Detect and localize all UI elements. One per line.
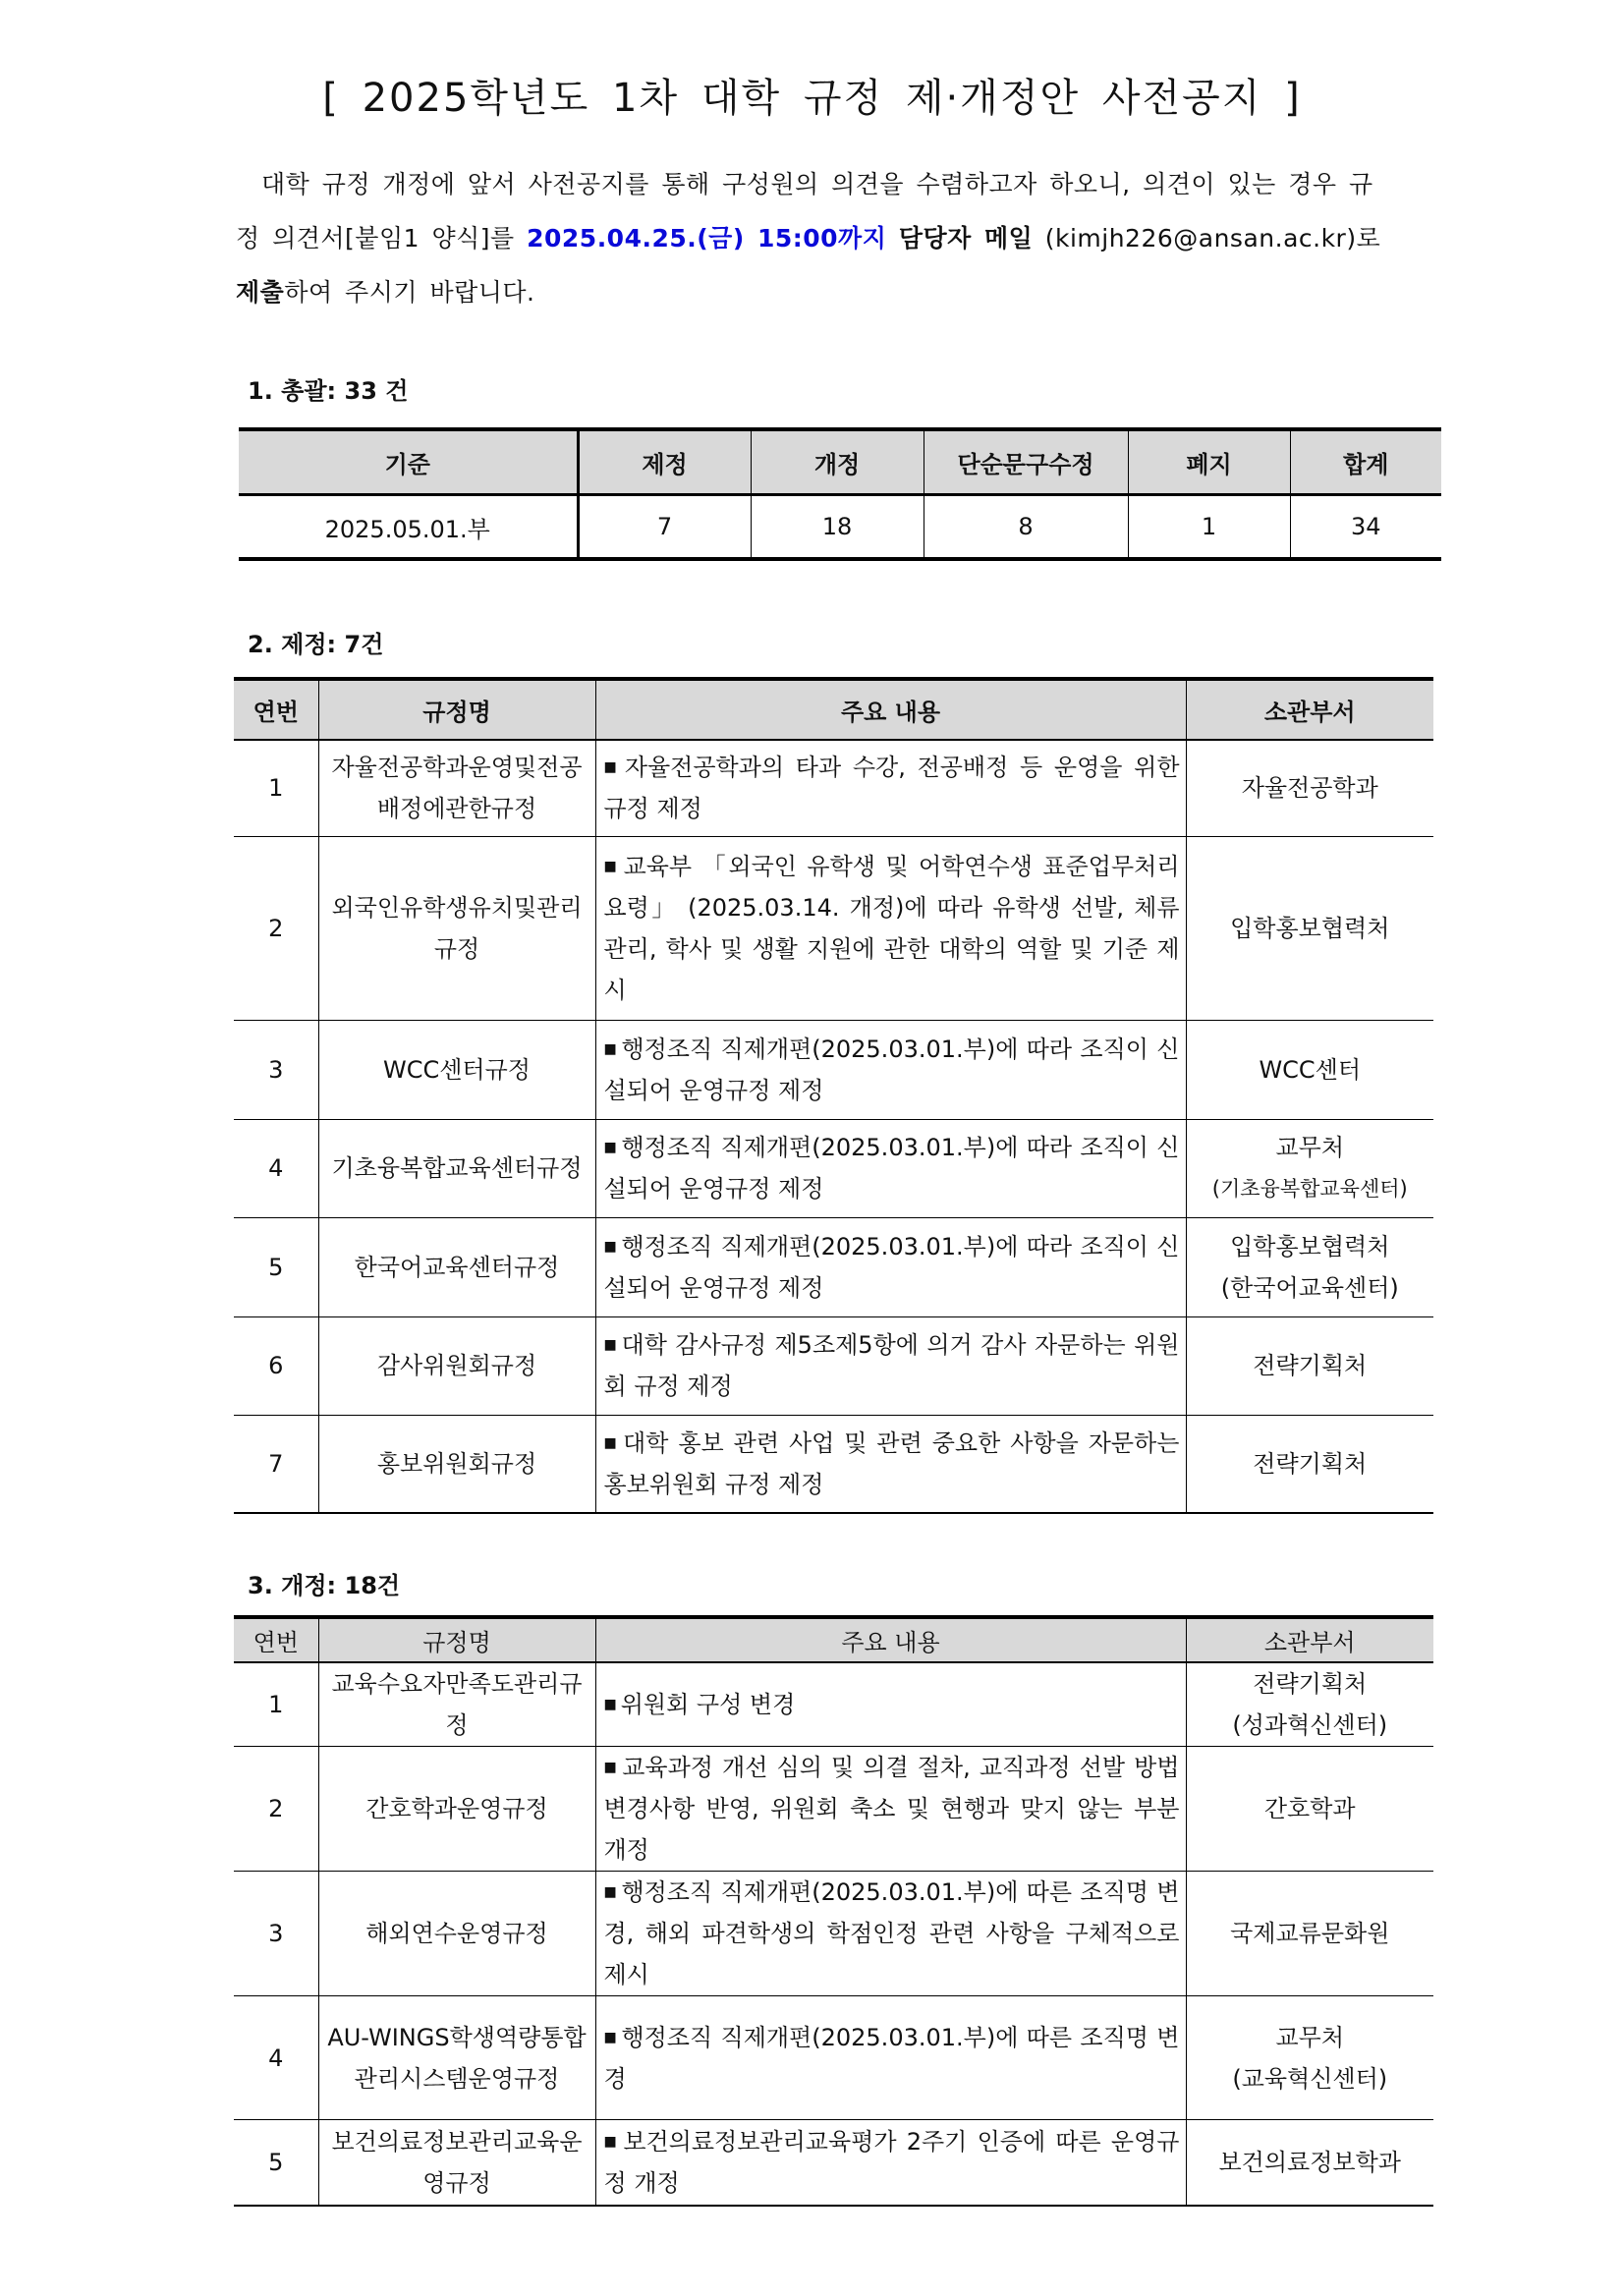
table-row — [234, 1996, 1433, 2120]
section-amendment-heading: 3. 개정: 18건 — [248, 1572, 401, 1599]
header-cell: 연번 — [234, 679, 318, 740]
table-row — [234, 1119, 1433, 1217]
submit-label: 제출 — [236, 278, 285, 307]
row-number: 4 — [234, 1119, 318, 1217]
department-sub: (교육혁신센터) — [1232, 2064, 1388, 2093]
bullet-icon: ■ — [603, 2029, 618, 2045]
department: 교무처 (교육혁신센터) — [1186, 1996, 1433, 2120]
header-cell: 연번 — [234, 1617, 318, 1662]
table-row — [234, 836, 1433, 1020]
department-sub: (한국어교육센터) — [1220, 1273, 1399, 1302]
summary-table — [239, 427, 1441, 561]
table-row — [234, 1415, 1433, 1513]
table-row — [234, 1662, 1433, 1747]
department: 전략기획처 — [1186, 1415, 1433, 1513]
department: 전략기획처 (성과혁신센터) — [1186, 1662, 1433, 1747]
bullet-icon: ■ — [603, 759, 621, 776]
regulation-name: 간호학과운영규정 — [318, 1747, 595, 1872]
department: 교무처 (기초융복합교육센터) — [1186, 1119, 1433, 1217]
bullet-icon: ■ — [603, 2133, 620, 2150]
header-cell: 소관부서 — [1186, 679, 1433, 740]
regulation-name: 한국어교육센터규정 — [318, 1217, 595, 1316]
table-row — [234, 740, 1433, 836]
row-number: 3 — [234, 1872, 318, 1996]
summary-data-row — [239, 495, 1441, 560]
deadline-text: 2025.04.25.(금) 15:00까지 — [527, 224, 887, 252]
regulation-name: 홍보위원회규정 — [318, 1415, 595, 1513]
department: 전략기획처 — [1186, 1316, 1433, 1415]
enactment-table — [234, 677, 1433, 1514]
contact-label: 담당자 메일 — [898, 224, 1034, 252]
header-cell: 개정 — [751, 429, 924, 495]
bullet-icon: ■ — [603, 1760, 619, 1775]
enactment-header-row — [234, 679, 1433, 740]
header-cell: 기준 — [239, 429, 578, 495]
intro-paragraph: 대학 규정 개정에 앞서 사전공지를 통해 구성원의 의견을 수렴하고자 하오니, 의견이 있는 경우 규정 의견서[붙임1 양식]를 2025.04.25.(금) 15:00까지 담당자 메일 (kimjh226@ansan.ac.kr)로 제출하여 주시기 바랍니다. — [236, 170, 1381, 307]
row-number: 7 — [234, 1415, 318, 1513]
bullet-icon: ■ — [603, 1697, 617, 1712]
department: 보건의료정보학과 — [1186, 2120, 1433, 2206]
main-content: ■ 행정조직 직제개편(2025.03.01.부)에 따른 조직명 변경, 해외 파견학생의 학점인정 관련 사항을 구체적으로 제시 — [595, 1872, 1186, 1996]
row-number: 2 — [234, 1747, 318, 1872]
main-content: ■ 행정조직 직제개편(2025.03.01.부)에 따른 조직명 변경 — [595, 1996, 1186, 2120]
regulation-name: 교육수요자만족도관리규정 — [318, 1662, 595, 1747]
regulation-name: 자율전공학과운영및전공배정에관한규정 — [318, 740, 595, 836]
header-cell: 주요 내용 — [595, 679, 1186, 740]
bullet-icon: ■ — [603, 1884, 618, 1900]
row-number: 1 — [234, 1662, 318, 1747]
main-content: ■ 대학 감사규정 제5조제5항에 의거 감사 자문하는 위원회 규정 제정 — [595, 1316, 1186, 1415]
intro-text-1: 대학 규정 개정에 앞서 사전공지를 통해 구성원의 의견을 수렴하고자 하오니, 의견이 있는 경우 규정 의견서[붙임1 양식]를 — [236, 170, 1373, 252]
main-content: ■ 교육부 「외국인 유학생 및 어학연수생 표준업무처리요령」 (2025.03.14. 개정)에 따라 유학생 선발, 체류 관리, 학사 및 생활 지원에 관한 대학의 역할 및 기준 제시 — [595, 836, 1186, 1020]
row-number: 6 — [234, 1316, 318, 1415]
bullet-icon: ■ — [603, 1140, 618, 1155]
summary-header-row — [239, 429, 1441, 495]
main-content: ■ 보건의료정보관리교육평가 2주기 인증에 따른 운영규정 개정 — [595, 2120, 1186, 2206]
department-sub: (기초융복합교육센터) — [1211, 1177, 1408, 1201]
section-enactment-heading: 2. 제정: 7건 — [248, 631, 384, 658]
department: 간호학과 — [1186, 1747, 1433, 1872]
regulation-name: 해외연수운영규정 — [318, 1872, 595, 1996]
bullet-icon: ■ — [603, 1337, 618, 1353]
data-cell: 34 — [1290, 495, 1441, 560]
regulation-name: 외국인유학생유치및관리규정 — [318, 836, 595, 1020]
department: 입학홍보협력처 — [1186, 836, 1433, 1020]
amendment-header-row — [234, 1617, 1433, 1662]
data-cell: 8 — [924, 495, 1128, 560]
table-row — [234, 1747, 1433, 1872]
main-content: ■ 행정조직 직제개편(2025.03.01.부)에 따라 조직이 신설되어 운영규정 제정 — [595, 1119, 1186, 1217]
main-content: ■ 대학 홍보 관련 사업 및 관련 중요한 사항을 자문하는 홍보위원회 규정 제정 — [595, 1415, 1186, 1513]
regulation-name: 기초융복합교육센터규정 — [318, 1119, 595, 1217]
department-sub: (성과혁신센터) — [1232, 1711, 1388, 1739]
data-cell: 1 — [1128, 495, 1290, 560]
table-row — [234, 1316, 1433, 1415]
header-cell: 주요 내용 — [595, 1617, 1186, 1662]
bullet-icon: ■ — [603, 1040, 618, 1057]
table-row — [234, 1872, 1433, 1996]
header-cell: 소관부서 — [1186, 1617, 1433, 1662]
department: 국제교류문화원 — [1186, 1872, 1433, 1996]
bullet-icon: ■ — [603, 1434, 620, 1451]
header-cell: 규정명 — [318, 679, 595, 740]
data-cell: 18 — [751, 495, 924, 560]
header-cell: 규정명 — [318, 1617, 595, 1662]
header-cell: 제정 — [578, 429, 751, 495]
department: 자율전공학과 — [1186, 740, 1433, 836]
table-row — [234, 2120, 1433, 2206]
contact-email: (kimjh226@ansan.ac.kr)로 — [1033, 224, 1381, 252]
header-cell: 합계 — [1290, 429, 1441, 495]
department: 입학홍보협력처 (한국어교육센터) — [1186, 1217, 1433, 1316]
page-title: [ 2025학년도 1차 대학 규정 제·개정안 사전공지 ] — [322, 76, 1302, 121]
data-cell: 7 — [578, 495, 751, 560]
row-number: 4 — [234, 1996, 318, 2120]
row-number: 2 — [234, 836, 318, 1020]
regulation-name: WCC센터규정 — [318, 1020, 595, 1119]
regulation-name: 보건의료정보관리교육운영규정 — [318, 2120, 595, 2206]
data-cell: 2025.05.01.부 — [239, 495, 578, 560]
table-row — [234, 1217, 1433, 1316]
regulation-name: 감사위원회규정 — [318, 1316, 595, 1415]
department: WCC센터 — [1186, 1020, 1433, 1119]
main-content: ■ 행정조직 직제개편(2025.03.01.부)에 따라 조직이 신설되어 운영규정 제정 — [595, 1217, 1186, 1316]
row-number: 5 — [234, 2120, 318, 2206]
main-content: ■ 위원회 구성 변경 — [595, 1662, 1186, 1747]
main-content: ■ 교육과정 개선 심의 및 의결 절차, 교직과정 선발 방법 변경사항 반영, 위원회 축소 및 현행과 맞지 않는 부분 개정 — [595, 1747, 1186, 1872]
section-summary-heading: 1. 총괄: 33 건 — [248, 377, 409, 405]
regulation-name: AU-WINGS학생역량통합관리시스템운영규정 — [318, 1996, 595, 2120]
main-content: ■ 자율전공학과의 타과 수강, 전공배정 등 운영을 위한 규정 제정 — [595, 740, 1186, 836]
header-cell: 단순문구수정 — [924, 429, 1128, 495]
row-number: 3 — [234, 1020, 318, 1119]
row-number: 1 — [234, 740, 318, 836]
bullet-icon: ■ — [603, 1238, 618, 1255]
main-content: ■ 행정조직 직제개편(2025.03.01.부)에 따라 조직이 신설되어 운영규정 제정 — [595, 1020, 1186, 1119]
table-row — [234, 1020, 1433, 1119]
header-cell: 폐지 — [1128, 429, 1290, 495]
amendment-table — [234, 1615, 1433, 2207]
row-number: 5 — [234, 1217, 318, 1316]
bullet-icon: ■ — [603, 858, 620, 874]
